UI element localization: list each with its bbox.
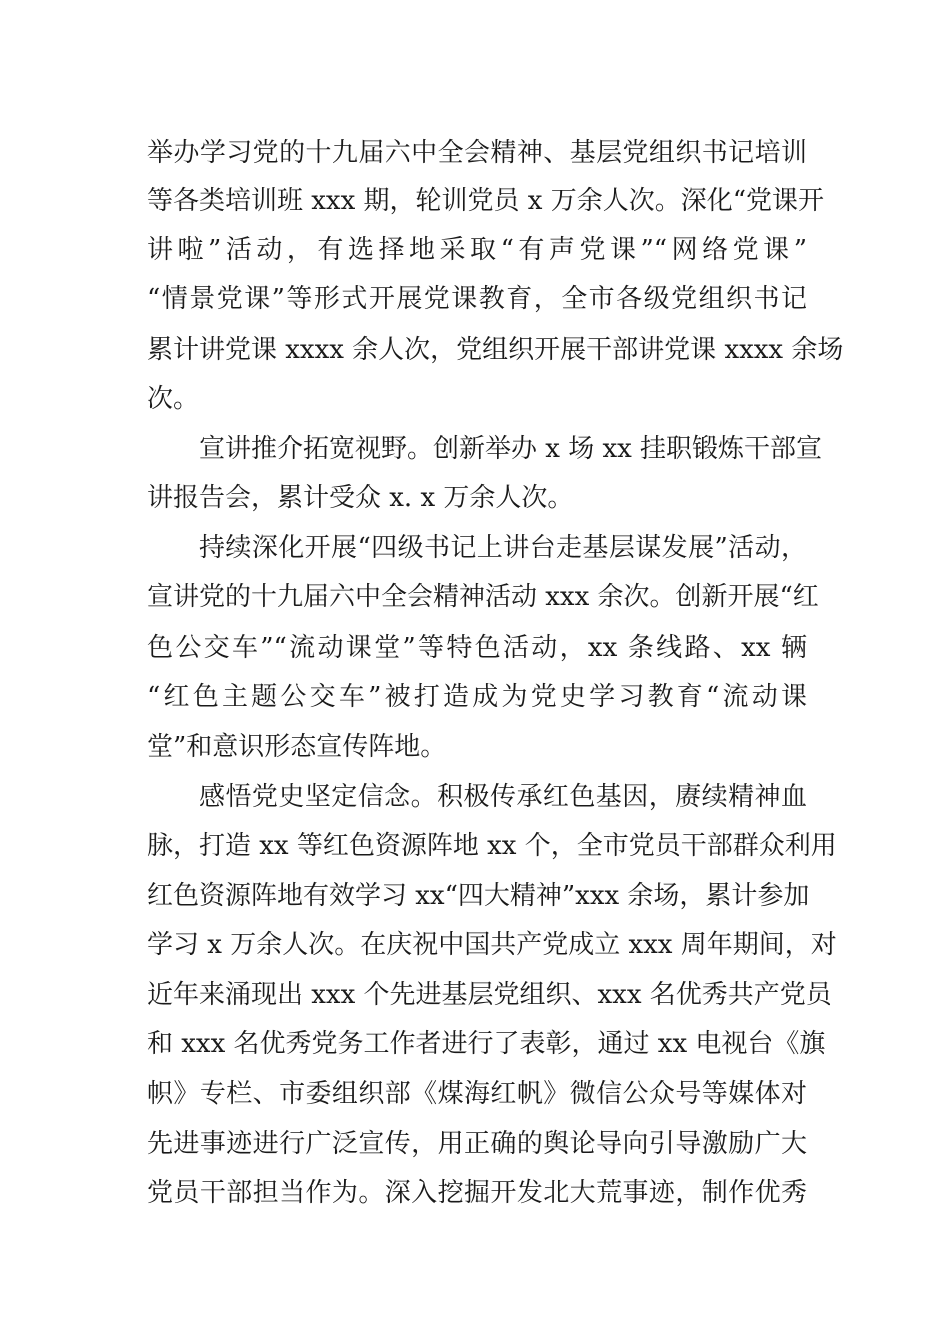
paragraph-first-line: 感悟党史坚定信念。积极传承红色基因，赓续精神血 [199, 782, 807, 812]
text-line: 讲啦”活动，有选择地采取“有声党课”“网络党课” [147, 235, 807, 265]
text-line: 堂”和意识形态宣传阵地。 [147, 732, 447, 762]
paragraph-first-line: 持续深化开展“四级书记上讲台走基层谋发展”活动， [199, 533, 807, 563]
text-line: 脉，打造 xx 等红色资源阵地 xx 个，全市党员干部群众利用 [147, 831, 837, 861]
paragraph-first-line: 宣讲推介拓宽视野。创新举办 x 场 xx 挂职锻炼干部宣 [199, 434, 823, 464]
text-line: 红色资源阵地有效学习 xx“四大精神”xxx 余场，累计参加 [147, 881, 810, 911]
text-line: “红色主题公交车”被打造成为党史学习教育“流动课 [147, 682, 807, 712]
text-line: 近年来涌现出 xxx 个先进基层党组织、xxx 名优秀共产党员 [147, 980, 832, 1010]
text-line: 举办学习党的十九届六中全会精神、基层党组织书记培训 [147, 138, 807, 168]
text-line: 先进事迹进行广泛宣传，用正确的舆论导向引导激励广大 [147, 1129, 807, 1159]
text-line: 次。 [147, 384, 200, 414]
text-line: “情景党课”等形式开展党课教育，全市各级党组织书记 [147, 284, 807, 314]
text-line: 累计讲党课 xxxx 余人次，党组织开展干部讲党课 xxxx 余场 [147, 335, 844, 365]
text-line: 宣讲党的十九届六中全会精神活动 xxx 余次。创新开展“红 [147, 582, 819, 612]
text-line: 色公交车”“流动课堂”等特色活动，xx 条线路、xx 辆 [147, 633, 807, 663]
text-line: 帜》专栏、市委组织部《煤海红帆》微信公众号等媒体对 [147, 1079, 807, 1109]
text-line: 讲报告会，累计受众 x. x 万余人次。 [147, 483, 574, 513]
text-line: 党员干部担当作为。深入挖掘开发北大荒事迹，制作优秀 [147, 1178, 807, 1208]
text-line: 等各类培训班 xxx 期，轮训党员 x 万余人次。深化“党课开 [147, 186, 825, 216]
text-line: 和 xxx 名优秀党务工作者进行了表彰，通过 xx 电视台《旗 [147, 1029, 826, 1059]
text-line: 学习 x 万余人次。在庆祝中国共产党成立 xxx 周年期间，对 [147, 930, 837, 960]
